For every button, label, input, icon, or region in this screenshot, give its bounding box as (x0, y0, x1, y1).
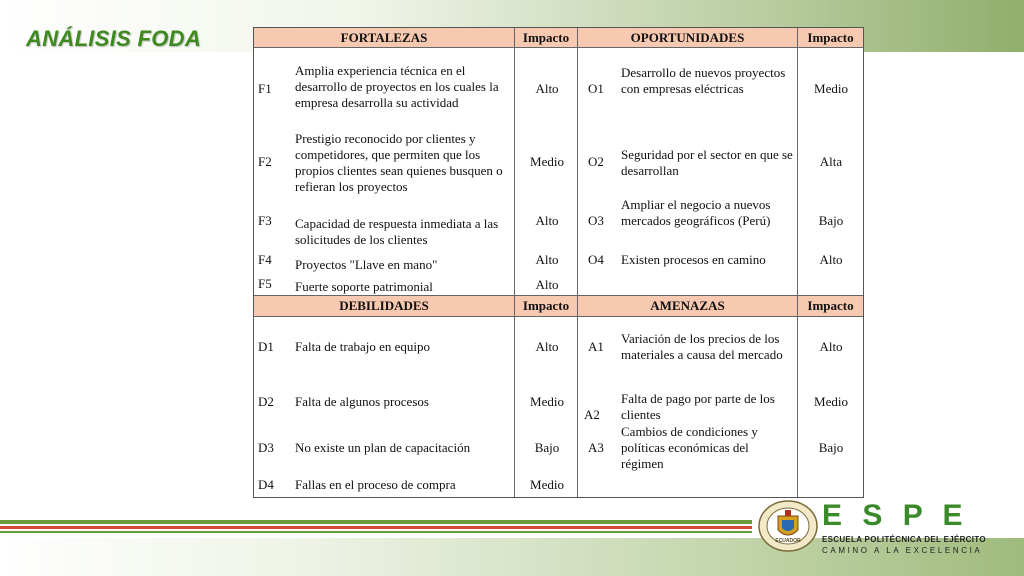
impact-value: Medio (530, 154, 564, 169)
footer-stripe (0, 520, 752, 524)
row-code: O4 (588, 252, 604, 267)
oportunidad-text: Existen procesos en camino (621, 252, 766, 267)
espe-seal (758, 500, 818, 552)
row-code: A3 (588, 440, 604, 455)
impact-value: Alto (535, 81, 559, 96)
header-impacto: Impacto (515, 28, 577, 48)
row-code: F2 (258, 154, 272, 169)
impact-value: Medio (530, 394, 564, 409)
header-debilidades: DEBILIDADES (254, 295, 514, 317)
row-code: F5 (258, 276, 272, 291)
row-code: O2 (588, 154, 604, 169)
impact-value: Alto (535, 339, 559, 354)
impact-value: Bajo (534, 440, 560, 455)
impact-value: Medio (814, 394, 848, 409)
impact-value: Alto (535, 213, 559, 228)
impact-value: Bajo (818, 213, 844, 228)
page-title: ANÁLISIS FODA (26, 26, 202, 51)
espe-logo-line1: ESCUELA POLITÉCNICA DEL EJÉRCITO (822, 535, 986, 544)
row-code: O3 (588, 213, 604, 228)
impact-value: Medio (814, 81, 848, 96)
impact-value: Alto (819, 252, 843, 267)
impact-value: Bajo (818, 440, 844, 455)
row-code: A1 (588, 339, 604, 354)
row-code: F1 (258, 81, 272, 96)
header-impacto: Impacto (515, 295, 577, 317)
header-amenazas: AMENAZAS (578, 295, 797, 317)
seal-text: ECUADOR (775, 538, 801, 544)
header-fortalezas: FORTALEZAS (254, 28, 514, 48)
footer-stripe (0, 531, 752, 533)
fortaleza-text: Capacidad de respuesta inmediata a las solicitudes de los clientes (295, 216, 499, 247)
row-code: D1 (258, 339, 274, 354)
fortaleza-text: Proyectos "Llave en mano" (295, 257, 438, 272)
row-code: A2 (584, 407, 600, 422)
amenaza-text: Falta de pago por parte de los clientes (621, 391, 775, 422)
row-code: D3 (258, 440, 274, 455)
debilidad-text: Falta de trabajo en equipo (295, 339, 431, 354)
header-oportunidades: OPORTUNIDADES (578, 28, 797, 48)
header-impacto: Impacto (798, 28, 863, 48)
row-code: O1 (588, 81, 604, 96)
impact-value: Alto (535, 277, 559, 292)
espe-logo-line2: CAMINO A LA EXCELENCIA (822, 546, 983, 555)
fortaleza-text: Fuerte soporte patrimonial (295, 279, 433, 294)
debilidad-text: Fallas en el proceso de compra (295, 477, 456, 492)
row-code: F4 (258, 252, 272, 267)
espe-logo-name: E S P E (822, 499, 969, 532)
oportunidad-text: Desarrollo de nuevos proyectos con empresas eléctricas (621, 65, 786, 96)
foda-table (253, 27, 864, 498)
footer-stripe (0, 526, 752, 529)
fortaleza-text: Prestigio reconocido por clientes y competidores, que permiten que los propios clientes sean quienes busquen o refieran los proyectos (295, 131, 503, 194)
amenaza-text: Variación de los precios de los materiales a causa del mercado (621, 331, 783, 362)
oportunidad-text: Ampliar el negocio a nuevos mercados geográficos (Perú) (621, 197, 771, 228)
row-code: F3 (258, 213, 272, 228)
debilidad-text: Falta de algunos procesos (295, 394, 429, 409)
impact-value: Alta (819, 154, 843, 169)
amenaza-text: Cambios de condiciones y políticas económicas del régimen (621, 424, 758, 471)
column-divider (797, 28, 798, 497)
header-impacto: Impacto (798, 295, 863, 317)
row-code: D2 (258, 394, 274, 409)
oportunidad-text: Seguridad por el sector en que se desarrollan (621, 147, 793, 178)
debilidad-text: No existe un plan de capacitación (295, 440, 471, 455)
impact-value: Alto (535, 252, 559, 267)
impact-value: Alto (819, 339, 843, 354)
fortaleza-text: Amplia experiencia técnica en el desarrollo de proyectos en los cuales la empresa desarrolla su actividad (295, 63, 499, 110)
row-code: D4 (258, 477, 274, 492)
impact-value: Medio (530, 477, 564, 492)
